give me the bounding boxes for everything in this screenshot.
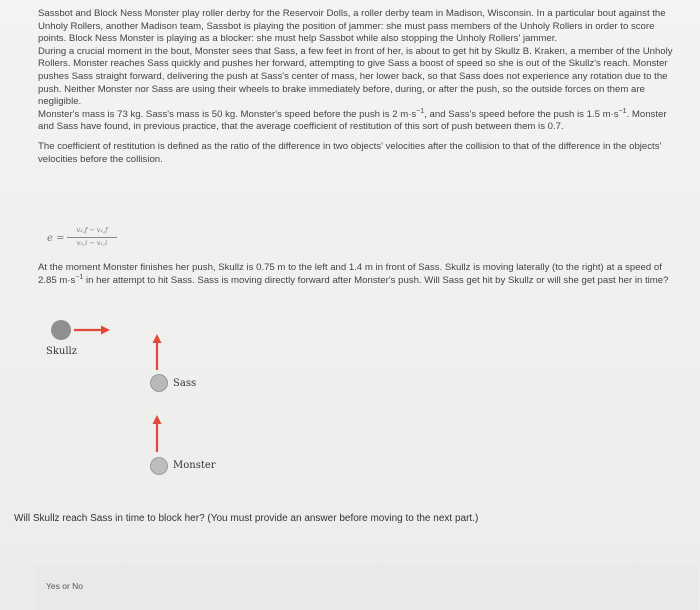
masses-text-a: Monster's mass is 73 kg. Sass's mass is 50 kg. Monster's speed before the push is 2 m·s (38, 108, 417, 120)
unit-exponent: −1 (416, 107, 425, 115)
unit-exponent: −1 (75, 273, 84, 281)
sass-marker (151, 375, 168, 392)
monster-marker (151, 458, 168, 475)
yes-no-dropdown[interactable]: Yes or No (46, 581, 84, 591)
skullz-marker (51, 320, 71, 340)
formula-numerator: v₂,f − v₁,f (76, 226, 108, 234)
paragraph-skullz (38, 262, 678, 287)
monster-label: Monster (173, 460, 216, 471)
masses-text-b: , and Sass's speed before the push is 1.5 m·s (424, 108, 619, 120)
formula-denominator: v₂,i − v₁,i (76, 239, 108, 247)
unit-exponent: −1 (618, 107, 627, 115)
formula-fraction (67, 226, 117, 249)
skullz-arrow (74, 326, 110, 335)
paragraph-intro: Sassbot and Block Ness Monster play roller derby for the Reservoir Dolls, a roller derby team in Madison, Wisconsin. In a particular bout against the Unholy Rollers, another Madison team, Sassbot is playing the position of jammer: she must pass members of the Unholy Rollers in order to score points. Block Ness Monster is playing as a blocker: she must help Sassbot while also stopping the Unholy Rollers' jammer. (38, 8, 666, 45)
answer-area (36, 565, 698, 610)
fraction-bar (67, 237, 117, 238)
monster-arrow (153, 415, 162, 452)
question-prompt: Will Skullz reach Sass in time to block her? (You must provide an answer before moving to the next part.) (14, 513, 479, 524)
masses-text-c: . Monster and Sass have found, in previous practice, that the average coefficient of restitution of this sort of push between them is 0.7. (38, 108, 667, 133)
skullz-text-b: in her attempt to hit Sass. Sass is moving directly forward after Monster's push. Will Sass get hit by Skullz or will she get past her in time? (83, 274, 669, 286)
skullz-text-a: At the moment Monster finishes her push, Skullz is 0.75 m to the left and 1.4 m in front of Sass. Skullz is moving laterally (to the right) at a speed of 2.85 m·s (38, 262, 662, 286)
paragraph-push: During a crucial moment in the bout, Monster sees that Sass, a few feet in front of her, is about to get hit by Skullz B. Kraken, a member of the Unholy Rollers. Monster reaches Sass quickly and pushes her forward, attempting to give Sass a boost of speed so she is out of the Skullz's reach. Monster pushes Sass straight forward, delivering the push at Sass's center of mass, her lower back, so that Sass does not experience any rotation due to the push. Neither Monster nor Sass are using their wheels to brake immediately before, during, or after the push, so the outside forces on them are negligible. (38, 45, 673, 108)
problem-text (38, 8, 678, 166)
paragraph-masses (38, 109, 678, 134)
sass-arrow (153, 334, 162, 370)
skullz-label: Skullz (46, 346, 78, 357)
sass-label: Sass (173, 378, 197, 389)
paragraph-restitution: The coefficient of restitution is defined as the ratio of the difference in two objects' velocities after the collision to that of the difference in the objects' velocities before the collision. (38, 140, 662, 165)
restitution-formula (47, 226, 167, 252)
formula-lhs: e = (47, 233, 65, 244)
